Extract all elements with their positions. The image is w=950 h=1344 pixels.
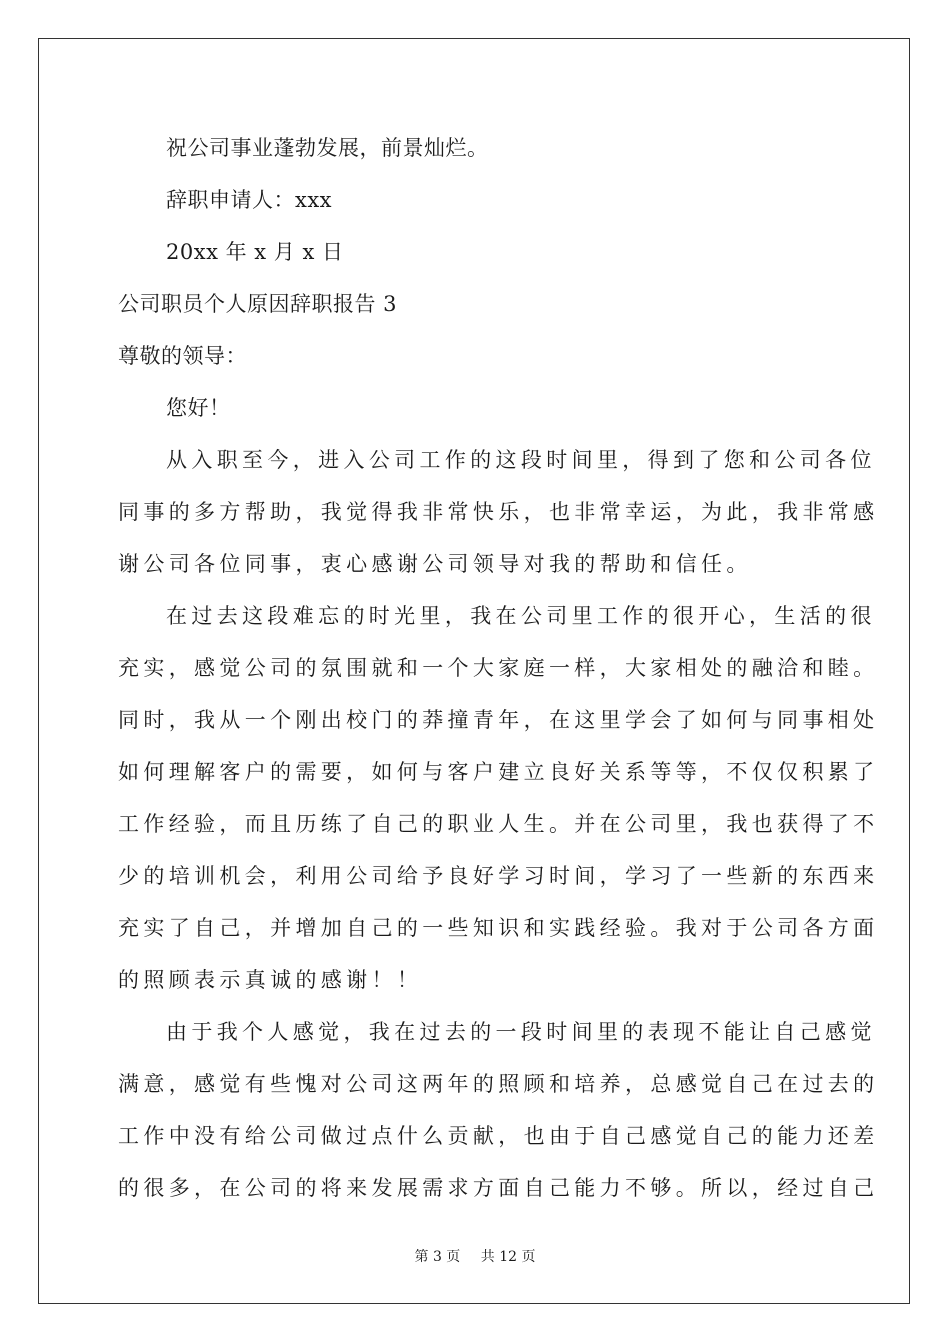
paragraph-line: 满意，感觉有些愧对公司这两年的照顾和培养，总感觉自己在过去的 bbox=[118, 1072, 879, 1096]
paragraph-line: 同时，我从一个刚出校门的莽撞青年，在这里学会了如何与同事相处 bbox=[118, 708, 879, 732]
page-total: 共 12 页 bbox=[480, 1249, 536, 1265]
paragraph-2 bbox=[118, 590, 879, 1006]
paragraph-line: 由于我个人感觉，我在过去的一段时间里的表现不能让自己感觉 bbox=[166, 1020, 876, 1044]
greeting: 您好！ bbox=[166, 396, 231, 420]
paragraph-3 bbox=[118, 1006, 879, 1214]
signature-date: 20xx 年 x 月 x 日 bbox=[166, 240, 344, 264]
paragraph-line: 在过去这段难忘的时光里，我在公司里工作的很开心，生活的很 bbox=[166, 604, 876, 628]
document-body bbox=[118, 122, 879, 1214]
section-title: 公司职员个人原因辞职报告 3 bbox=[118, 292, 398, 316]
paragraph-line: 工作经验，而且历练了自己的职业人生。并在公司里，我也获得了不 bbox=[118, 812, 879, 836]
closing-wish: 祝公司事业蓬勃发展，前景灿烂。 bbox=[166, 136, 489, 160]
paragraph-line: 从入职至今，进入公司工作的这段时间里，得到了您和公司各位 bbox=[166, 448, 876, 472]
paragraph-line: 如何理解客户的需要，如何与客户建立良好关系等等，不仅仅积累了 bbox=[118, 760, 879, 784]
paragraph-line: 少的培训机会，利用公司给予良好学习时间，学习了一些新的东西来 bbox=[118, 864, 879, 888]
applicant-signature: 辞职申请人：xxx bbox=[166, 188, 333, 212]
paragraph-line: 工作中没有给公司做过点什么贡献，也由于自己感觉自己的能力还差 bbox=[118, 1124, 879, 1148]
paragraph-line: 充实，感觉公司的氛围就和一个大家庭一样，大家相处的融洽和睦。 bbox=[118, 656, 879, 680]
paragraph-line: 谢公司各位同事，衷心感谢公司领导对我的帮助和信任。 bbox=[118, 552, 752, 576]
paragraph-line: 的照顾表示真诚的感谢！！ bbox=[118, 968, 423, 992]
page-footer bbox=[0, 1246, 950, 1266]
paragraph-line: 的很多，在公司的将来发展需求方面自己能力不够。所以，经过自己 bbox=[118, 1176, 879, 1200]
paragraph-line: 充实了自己，并增加自己的一些知识和实践经验。我对于公司各方面 bbox=[118, 916, 879, 940]
paragraph-1 bbox=[118, 434, 879, 590]
page-number: 第 3 页 bbox=[414, 1249, 461, 1265]
paragraph-line: 同事的多方帮助，我觉得我非常快乐，也非常幸运，为此，我非常感 bbox=[118, 500, 879, 524]
salutation: 尊敬的领导： bbox=[118, 344, 247, 368]
